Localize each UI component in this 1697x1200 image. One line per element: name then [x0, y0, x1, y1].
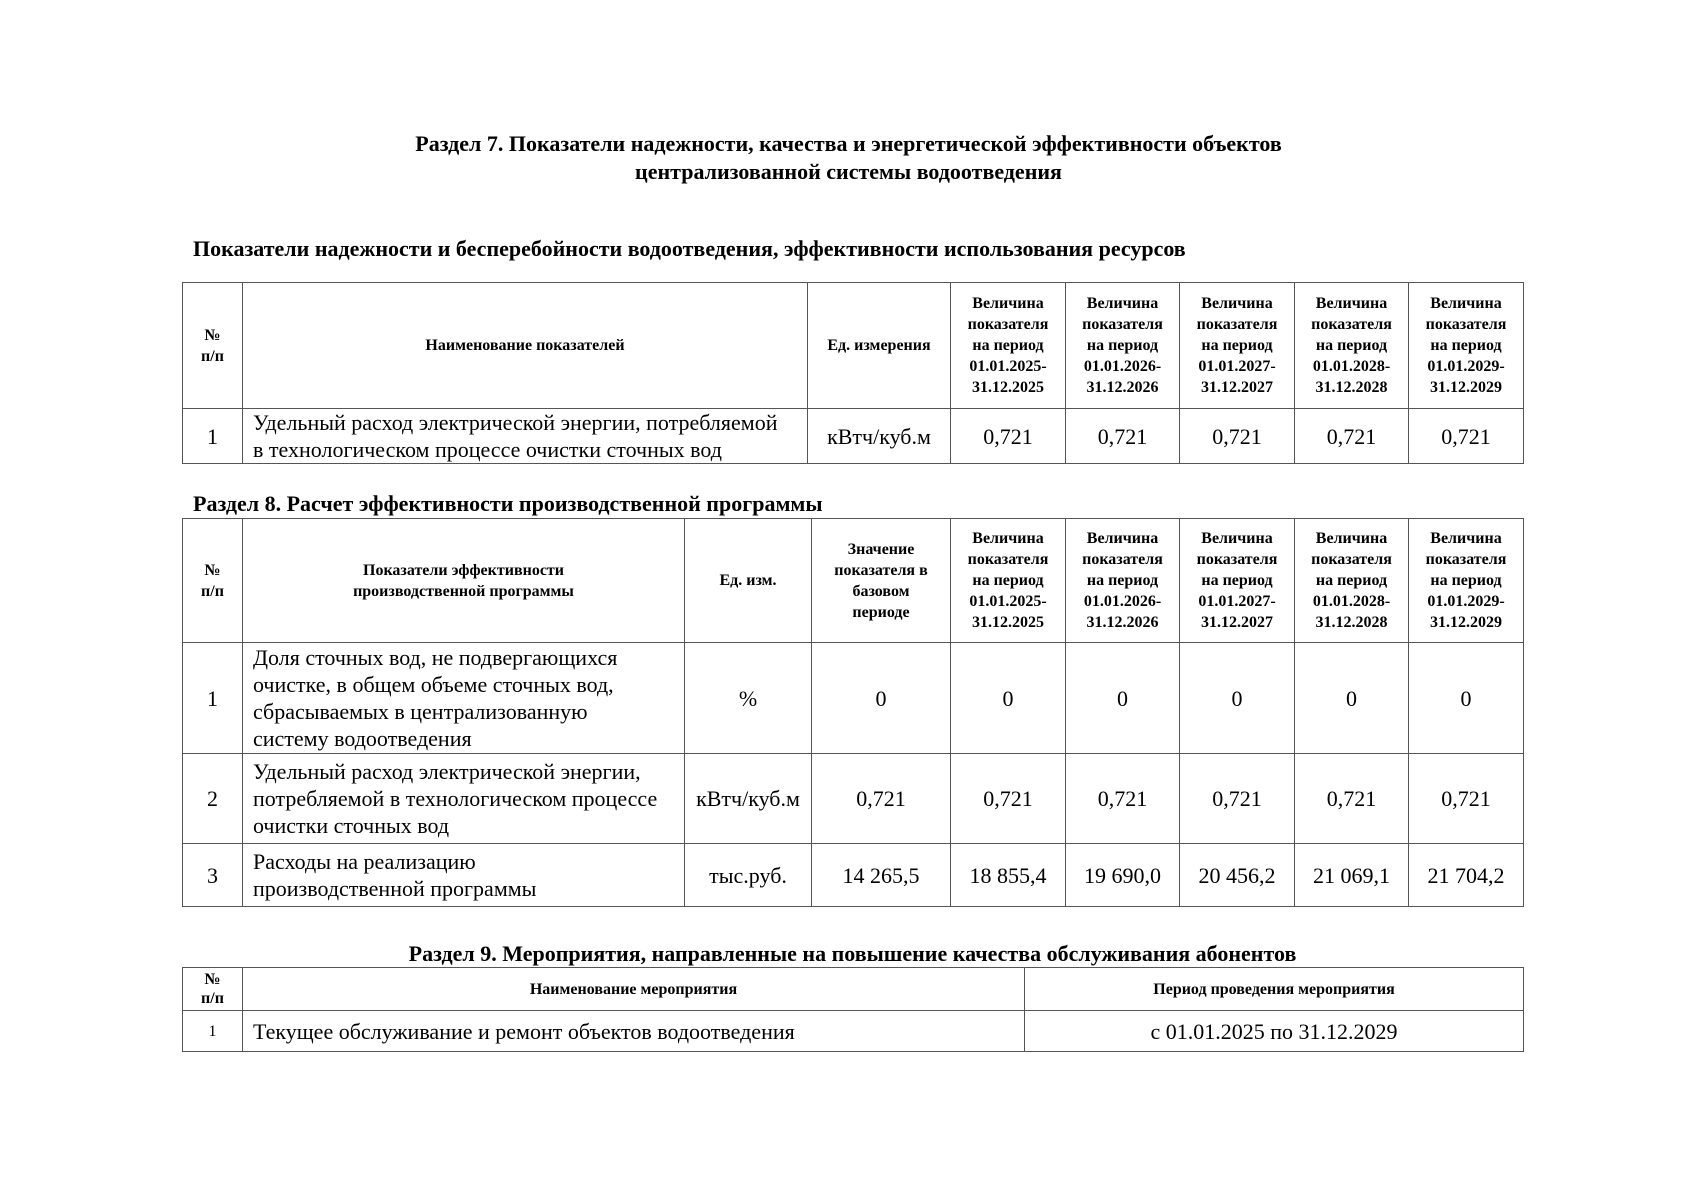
section7-header-row	[183, 283, 1524, 409]
row-base: 0	[812, 643, 951, 754]
header-period-2029: Величина показателя на период 01.01.2029- 31.12.2029	[1409, 283, 1524, 409]
section7-title	[0, 130, 1697, 186]
row-value-2028: 21 069,1	[1295, 844, 1409, 907]
row-value-2027: 0,721	[1180, 754, 1295, 844]
row-value-2027: 0	[1180, 643, 1295, 754]
row-value-2026: 0	[1066, 643, 1180, 754]
row-name: Текущее обслуживание и ремонт объектов водоотведения	[243, 1011, 1025, 1052]
row-value-2028: 0,721	[1295, 754, 1409, 844]
header-period-2028: Величина показателя на период 01.01.2028- 31.12.2028	[1295, 283, 1409, 409]
row-period: с 01.01.2025 по 31.12.2029	[1025, 1011, 1524, 1052]
table-row	[183, 754, 1524, 844]
header-period: Период проведения мероприятия	[1025, 968, 1524, 1011]
row-num: 2	[183, 754, 243, 844]
row-num: 1	[183, 409, 243, 464]
header-name: Наименование показателей	[243, 283, 808, 409]
section8-header-row	[183, 519, 1524, 643]
header-period-2025: Величина показателя на период 01.01.2025- 31.12.2025	[951, 519, 1066, 643]
section8-table	[182, 518, 1524, 907]
table-row	[183, 844, 1524, 907]
header-period-2029: Величина показателя на период 01.01.2029- 31.12.2029	[1409, 519, 1524, 643]
row-num: 1	[183, 1011, 243, 1052]
row-value-2025: 18 855,4	[951, 844, 1066, 907]
row-unit: кВтч/куб.м	[808, 409, 951, 464]
row-value-2029: 0	[1409, 643, 1524, 754]
row-value-2029: 0,721	[1409, 409, 1524, 464]
row-name: Удельный расход электрической энергии, потребляемой в технологическом процессе очистки сточных вод	[243, 754, 685, 844]
row-name: Удельный расход электрической энергии, потребляемой в технологическом процессе очистки сточных вод	[243, 409, 808, 464]
header-period-2026: Величина показателя на период 01.01.2026- 31.12.2026	[1066, 283, 1180, 409]
header-name: Наименование мероприятия	[243, 968, 1025, 1011]
row-base: 0,721	[812, 754, 951, 844]
row-value-2026: 19 690,0	[1066, 844, 1180, 907]
section8-title: Раздел 8. Расчет эффективности производственной программы	[193, 491, 823, 516]
table-row	[183, 409, 1524, 464]
row-value-2026: 0,721	[1066, 409, 1180, 464]
table-row	[183, 643, 1524, 754]
section9-table	[182, 967, 1524, 1052]
row-num: 3	[183, 844, 243, 907]
header-period-2027: Величина показателя на период 01.01.2027- 31.12.2027	[1180, 519, 1295, 643]
row-unit: кВтч/куб.м	[685, 754, 812, 844]
section7-title-line1: Раздел 7. Показатели надежности, качества и энергетической эффективности объектов	[415, 131, 1282, 156]
row-value-2029: 0,721	[1409, 754, 1524, 844]
row-value-2025: 0	[951, 643, 1066, 754]
row-unit: %	[685, 643, 812, 754]
row-base: 14 265,5	[812, 844, 951, 907]
header-unit: Ед. измерения	[808, 283, 951, 409]
header-name: Показатели эффективности производственной программы	[243, 519, 685, 643]
header-unit: Ед. изм.	[685, 519, 812, 643]
row-value-2027: 20 456,2	[1180, 844, 1295, 907]
section7-title-line2: централизованной системы водоотведения	[635, 159, 1062, 184]
header-period-2026: Величина показателя на период 01.01.2026- 31.12.2026	[1066, 519, 1180, 643]
row-name: Доля сточных вод, не подвергающихся очистке, в общем объеме сточных вод, сбрасываемых в централизованную систему водоотведения	[243, 643, 685, 754]
header-base: Значение показателя в базовом периоде	[812, 519, 951, 643]
row-value-2025: 0,721	[951, 754, 1066, 844]
row-unit: тыс.руб.	[685, 844, 812, 907]
row-name: Расходы на реализацию производственной программы	[243, 844, 685, 907]
section9-title: Раздел 9. Мероприятия, направленные на повышение качества обслуживания абонентов	[408, 941, 1297, 966]
header-period-2028: Величина показателя на период 01.01.2028- 31.12.2028	[1295, 519, 1409, 643]
row-value-2028: 0,721	[1295, 409, 1409, 464]
header-num: № п/п	[183, 519, 243, 643]
header-period-2027: Величина показателя на период 01.01.2027- 31.12.2027	[1180, 283, 1295, 409]
table-row	[183, 1011, 1524, 1052]
row-value-2026: 0,721	[1066, 754, 1180, 844]
header-num: № п/п	[183, 968, 243, 1011]
section9-header-row	[183, 968, 1524, 1011]
header-num: № п/п	[183, 283, 243, 409]
row-value-2027: 0,721	[1180, 409, 1295, 464]
row-num: 1	[183, 643, 243, 754]
section7-table	[182, 282, 1524, 464]
section7-subtitle: Показатели надежности и бесперебойности водоотведения, эффективности использования ресурсов	[193, 236, 1186, 261]
row-value-2025: 0,721	[951, 409, 1066, 464]
row-value-2029: 21 704,2	[1409, 844, 1524, 907]
header-period-2025: Величина показателя на период 01.01.2025- 31.12.2025	[951, 283, 1066, 409]
row-value-2028: 0	[1295, 643, 1409, 754]
